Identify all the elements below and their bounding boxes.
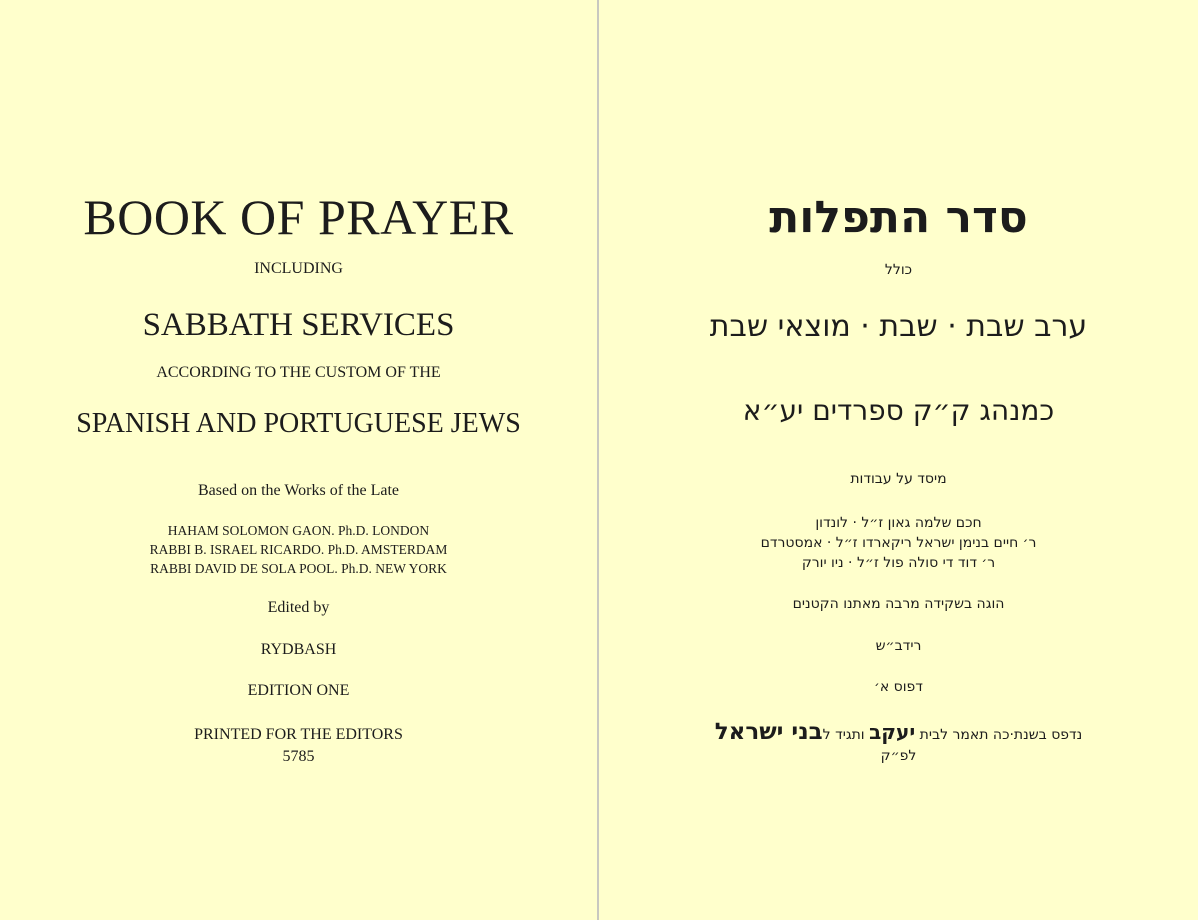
hebrew-book-title: סדר התפלות <box>769 192 1028 243</box>
english-author-line: RABBI B. ISRAEL RICARDO. Ph.D. AMSTERDAM <box>149 542 448 557</box>
english-edition-label: EDITION ONE <box>247 682 350 699</box>
english-printed-for: PRINTED FOR THE EDITORS <box>194 726 403 743</box>
hebrew-based-on-label: מיסד על עבודות <box>850 471 947 487</box>
english-community-heading: SPANISH AND PORTUGUESE JEWS <box>76 408 521 439</box>
english-including-label: INCLUDING <box>254 260 343 277</box>
hebrew-edition-label: דפוס א׳ <box>874 679 923 695</box>
hebrew-author-line: ר׳ חיים בנימן ישראל ריקארדו ז״ל · אמסטרדם <box>760 535 1037 551</box>
english-based-on-label: Based on the Works of the Late <box>197 482 400 499</box>
hebrew-title-page <box>599 0 1198 920</box>
hebrew-count-label: לפ״ק <box>880 748 917 764</box>
english-author-line: HAHAM SOLOMON GAON. Ph.D. LONDON <box>167 523 430 538</box>
english-author-line: RABBI DAVID DE SOLA POOL. Ph.D. NEW YORK <box>150 561 447 576</box>
hebrew-author-line: ר׳ דוד די סולה פול ז״ל · ניו יורק <box>801 555 996 571</box>
hebrew-printed-verse <box>599 719 1198 746</box>
hebrew-imprint <box>599 719 1198 767</box>
english-book-title: BOOK OF PRAYER <box>83 189 514 245</box>
hebrew-authors-list <box>599 513 1198 573</box>
english-editor-name: RYDBASH <box>260 641 337 658</box>
hebrew-verse-part: ותגיד ל <box>822 727 870 743</box>
hebrew-editor-name: רידב״ש <box>875 638 922 654</box>
hebrew-verse-part: נדפס בשנת·כה תאמר לבית <box>915 727 1083 743</box>
hebrew-verse-highlight: בני ישראל <box>714 719 823 745</box>
english-services-heading: SABBATH SERVICES <box>142 307 455 343</box>
hebrew-author-line: חכם שלמה גאון ז״ל · לונדון <box>815 515 982 531</box>
hebrew-including-label: כולל <box>884 262 913 278</box>
hebrew-services-heading: ערב שבת · שבת · מוצאי שבת <box>709 309 1088 344</box>
hebrew-proofread-label: הוגה בשקידה מרבה מאתנו הקטנים <box>792 596 1005 612</box>
english-according-label: ACCORDING TO THE CUSTOM OF THE <box>156 364 441 381</box>
english-year: 5785 <box>282 748 315 765</box>
hebrew-verse-highlight: יעקב <box>869 720 916 744</box>
english-title-page <box>0 0 597 920</box>
english-imprint <box>0 724 597 768</box>
english-edited-by-label: Edited by <box>267 599 330 616</box>
english-authors-list <box>0 521 597 578</box>
hebrew-custom-heading: כמנהג ק״ק ספרדים יע״א <box>742 394 1055 427</box>
